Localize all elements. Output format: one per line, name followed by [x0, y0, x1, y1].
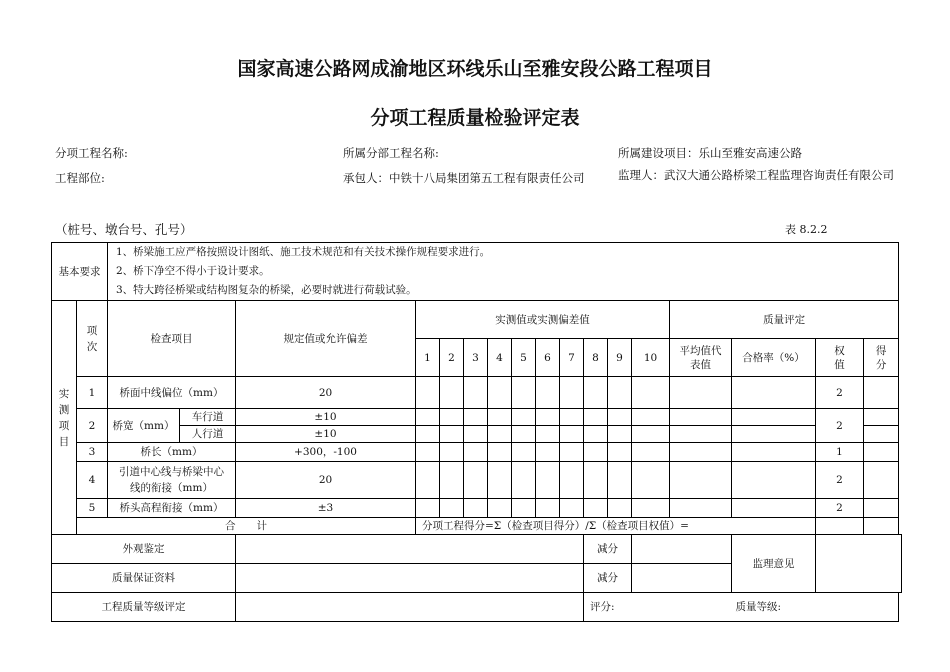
supervision-label: 监理意见: [732, 535, 816, 593]
pass-rate-cell[interactable]: [732, 499, 816, 518]
row-item: 引道中心线与桥梁中心线的衔接（mm）: [108, 462, 236, 499]
measure-cell[interactable]: [488, 499, 512, 518]
section-label: 实测项目: [52, 301, 77, 535]
col-4: 4: [488, 339, 512, 377]
appearance-deduct-label: 减分: [584, 535, 632, 564]
measure-cell[interactable]: [536, 443, 560, 462]
score-cell[interactable]: [864, 426, 899, 443]
col-6: 6: [536, 339, 560, 377]
total-weight-cell[interactable]: [816, 518, 864, 535]
measure-cell[interactable]: [536, 426, 560, 443]
table-row: [52, 499, 902, 518]
total-row: [52, 518, 902, 535]
row-item: 桥头高程衔接（mm）: [108, 499, 236, 518]
row-no: 5: [77, 499, 108, 518]
page-title: 国家高速公路网成渝地区环线乐山至雅安段公路工程项目: [237, 58, 713, 80]
measure-cell[interactable]: [608, 409, 632, 426]
measure-cell[interactable]: [584, 462, 608, 499]
measure-cell[interactable]: [512, 409, 536, 426]
supervisor-label: 监理人：武汉大通公路桥梁工程监理咨询责任有限公司: [618, 168, 894, 182]
row-no: 3: [77, 443, 108, 462]
table-number: 表 8.2.2: [785, 223, 828, 236]
measure-cell[interactable]: [584, 426, 608, 443]
table-row: [52, 462, 902, 499]
measure-cell[interactable]: [488, 462, 512, 499]
col-1: 1: [416, 339, 440, 377]
measure-cell[interactable]: [440, 426, 464, 443]
header-score: 得分: [864, 339, 899, 377]
docs-label: 质量保证资料: [52, 564, 236, 593]
row-item: 桥长（mm）: [108, 443, 236, 462]
measure-cell[interactable]: [536, 499, 560, 518]
division-name-label: 所属分部工程名称:: [343, 146, 439, 160]
measure-cell[interactable]: [488, 443, 512, 462]
measure-cell[interactable]: [584, 443, 608, 462]
basic-requirements-text: [108, 243, 899, 301]
measure-cell[interactable]: [464, 499, 488, 518]
docs-cell[interactable]: [236, 564, 584, 593]
row-no: 4: [77, 462, 108, 499]
contractor-label: 承包人：中铁十八局集团第五工程有限责任公司: [343, 171, 585, 185]
measure-cell[interactable]: [464, 462, 488, 499]
row-weight: 2: [816, 377, 864, 409]
pass-rate-cell[interactable]: [732, 462, 816, 499]
measure-cell[interactable]: [440, 499, 464, 518]
total-score-cell[interactable]: [864, 518, 899, 535]
measure-cell[interactable]: [440, 462, 464, 499]
measure-cell[interactable]: [512, 443, 536, 462]
pass-rate-cell[interactable]: [732, 443, 816, 462]
measure-cell[interactable]: [536, 462, 560, 499]
appearance-row: [52, 535, 902, 564]
appearance-deduct-cell[interactable]: [632, 535, 732, 564]
grade-row: [52, 593, 902, 622]
grade-eval-cell[interactable]: [236, 593, 584, 622]
avg-cell[interactable]: [670, 426, 732, 443]
measure-cell[interactable]: [464, 377, 488, 409]
grade-eval-label: 工程质量等级评定: [52, 593, 236, 622]
avg-cell[interactable]: [670, 377, 732, 409]
measure-cell[interactable]: [632, 377, 670, 409]
measure-cell[interactable]: [632, 462, 670, 499]
measure-cell[interactable]: [608, 499, 632, 518]
measure-cell[interactable]: [416, 443, 440, 462]
row-no: 2: [77, 409, 108, 443]
form-title: 分项工程质量检验评定表: [370, 107, 580, 129]
measure-cell[interactable]: [488, 409, 512, 426]
appearance-cell[interactable]: [236, 535, 584, 564]
subproject-name-label: 分项工程名称:: [55, 146, 128, 160]
docs-deduct-cell[interactable]: [632, 564, 732, 593]
table-row: [52, 377, 902, 409]
docs-deduct-label: 减分: [584, 564, 632, 593]
measure-cell[interactable]: [608, 462, 632, 499]
total-label: 合 计: [77, 518, 416, 535]
measure-cell[interactable]: [584, 499, 608, 518]
measure-cell[interactable]: [512, 426, 536, 443]
col-5: 5: [512, 339, 536, 377]
requirement-2: 2、桥下净空不得小于设计要求。: [116, 265, 270, 277]
row-no: 1: [77, 377, 108, 409]
location-label: 工程部位:: [55, 171, 105, 185]
measure-cell[interactable]: [536, 377, 560, 409]
measure-cell[interactable]: [416, 377, 440, 409]
col-2: 2: [440, 339, 464, 377]
row-value: ±3: [236, 499, 416, 518]
measure-cell[interactable]: [464, 409, 488, 426]
score-cell[interactable]: [864, 499, 899, 518]
construction-project-label: 所属建设项目：乐山至雅安高速公路: [618, 146, 802, 160]
header-item-no: 项次: [77, 301, 108, 377]
measure-cell[interactable]: [512, 499, 536, 518]
col-3: 3: [464, 339, 488, 377]
measure-cell[interactable]: [560, 462, 584, 499]
measure-cell[interactable]: [464, 443, 488, 462]
header-pass-rate: 合格率（%）: [732, 339, 816, 377]
measure-cell[interactable]: [608, 426, 632, 443]
measure-cell[interactable]: [440, 377, 464, 409]
inspection-table: [51, 242, 902, 622]
measure-cell[interactable]: [560, 426, 584, 443]
row-value: 20: [236, 377, 416, 409]
measure-cell[interactable]: [560, 409, 584, 426]
measure-cell[interactable]: [416, 462, 440, 499]
measure-cell[interactable]: [584, 409, 608, 426]
score-label: 评分:: [584, 593, 732, 622]
row-value: ±10: [236, 426, 416, 443]
supervision-cell[interactable]: [816, 535, 902, 593]
avg-cell[interactable]: [670, 443, 732, 462]
row-value: ±10: [236, 409, 416, 426]
avg-cell[interactable]: [670, 499, 732, 518]
row-weight: 2: [816, 409, 864, 443]
row-weight: 2: [816, 462, 864, 499]
appearance-label: 外观鉴定: [52, 535, 236, 564]
pass-rate-cell[interactable]: [732, 426, 816, 443]
basic-requirements-label: 基本要求: [52, 243, 108, 301]
col-10: 10: [632, 339, 670, 377]
header-quality: 质量评定: [670, 301, 899, 339]
header-avg: 平均值代表值: [670, 339, 732, 377]
measure-cell[interactable]: [632, 426, 670, 443]
row-item: 桥宽（mm）: [108, 409, 180, 443]
measure-cell[interactable]: [632, 443, 670, 462]
row-subitem: 人行道: [180, 426, 236, 443]
measure-cell[interactable]: [512, 462, 536, 499]
measure-cell[interactable]: [560, 443, 584, 462]
score-cell[interactable]: [864, 462, 899, 499]
row-item: 桥面中线偏位（mm）: [108, 377, 236, 409]
measure-cell[interactable]: [584, 377, 608, 409]
row-value: 20: [236, 462, 416, 499]
col-8: 8: [584, 339, 608, 377]
measure-cell[interactable]: [560, 377, 584, 409]
requirement-1: 1、桥梁施工应严格按照设计图纸、施工技术规范和有关技术操作规程要求进行。: [116, 246, 491, 258]
pile-note: （桩号、墩台号、孔号）: [55, 222, 193, 237]
grade-label: 质量等级:: [732, 593, 899, 622]
measure-cell[interactable]: [416, 499, 440, 518]
measure-cell[interactable]: [632, 409, 670, 426]
measure-cell[interactable]: [512, 377, 536, 409]
measure-cell[interactable]: [632, 499, 670, 518]
measure-cell[interactable]: [488, 426, 512, 443]
header-check-item: 检查项目: [108, 301, 236, 377]
row-subitem: 车行道: [180, 409, 236, 426]
row-weight: 2: [816, 499, 864, 518]
score-cell[interactable]: [864, 443, 899, 462]
measure-cell[interactable]: [416, 409, 440, 426]
measure-cell[interactable]: [608, 377, 632, 409]
table-row: [52, 443, 902, 462]
score-cell[interactable]: [864, 377, 899, 409]
col-7: 7: [560, 339, 584, 377]
pass-rate-cell[interactable]: [732, 377, 816, 409]
measure-cell[interactable]: [560, 499, 584, 518]
row-value: +300，-100: [236, 443, 416, 462]
table-row: [52, 409, 902, 426]
pass-rate-cell[interactable]: [732, 409, 816, 426]
avg-cell[interactable]: [670, 409, 732, 426]
measure-cell[interactable]: [488, 377, 512, 409]
measure-cell[interactable]: [440, 409, 464, 426]
header-allowed: 规定值或允许偏差: [236, 301, 416, 377]
measure-cell[interactable]: [440, 443, 464, 462]
measure-cell[interactable]: [608, 443, 632, 462]
total-formula: 分项工程得分=Σ（检查项目得分）/Σ（检查项目权值）=: [416, 518, 816, 535]
score-cell[interactable]: [864, 409, 899, 426]
table-row: [52, 426, 902, 443]
requirement-3: 3、特大跨径桥梁或结构图复杂的桥梁，必要时就进行荷载试验。: [116, 284, 417, 296]
header-weight: 权值: [816, 339, 864, 377]
avg-cell[interactable]: [670, 462, 732, 499]
measure-cell[interactable]: [416, 426, 440, 443]
header-measured: 实测值或实测偏差值: [416, 301, 670, 339]
row-weight: 1: [816, 443, 864, 462]
col-9: 9: [608, 339, 632, 377]
measure-cell[interactable]: [536, 409, 560, 426]
measure-cell[interactable]: [464, 426, 488, 443]
